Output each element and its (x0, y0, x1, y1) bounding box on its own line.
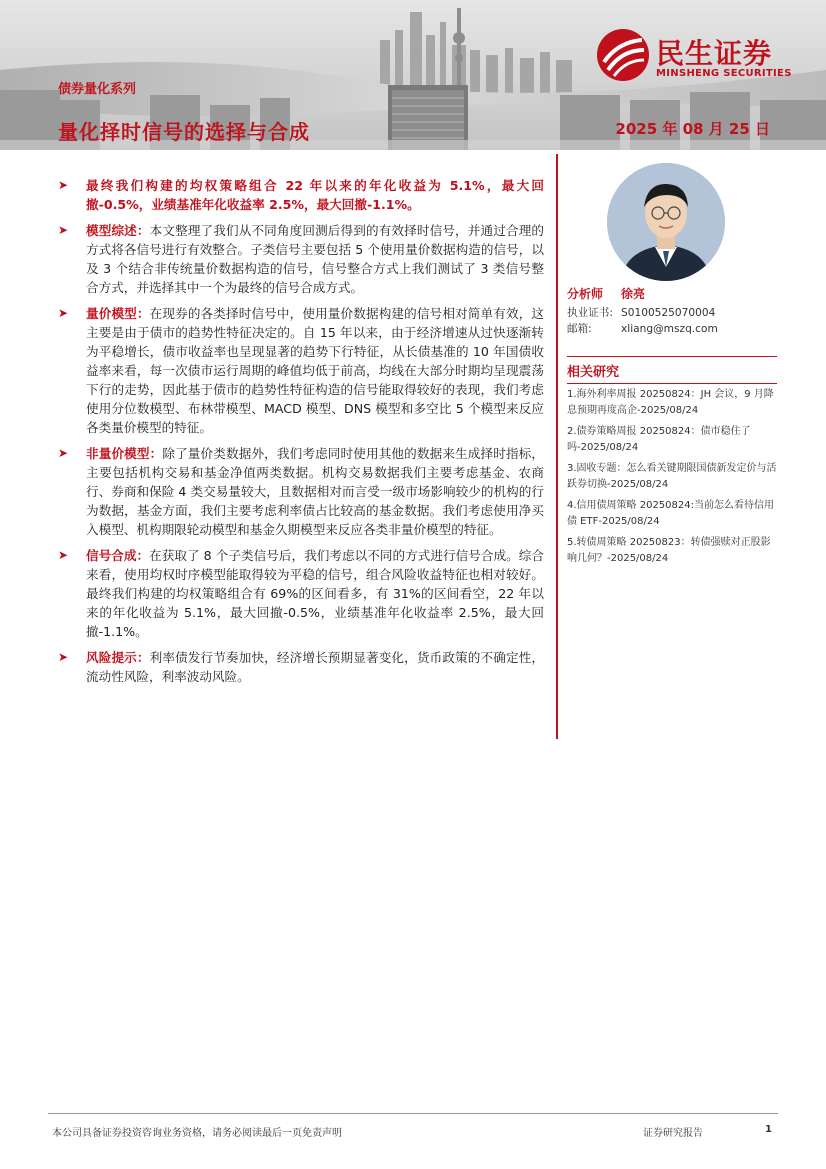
related-research-item[interactable]: 2.债券策略周报 20250824：债市稳住了吗-2025/08/24 (567, 426, 751, 453)
related-research-item[interactable]: 1.海外利率周报 20250824：JH 会议，9 月降息预期再度高企-2025/08/24 (567, 389, 774, 416)
paragraph-text: 在获取了 8 个子类信号后，我们考虑以不同的方式进行信号合成。综合来看，使用均权时序模型能取得较为平稳的信号，组合风险收益特征也相对较好。最终我们构建的均权策略组合有 69%的区间看多，有 31%的区间看空，22 年以来的年化收益为 5.1%，最大回撤-0.5%，业绩基准年化收益率 2.5%，最大回撤-1.1%。 (86, 548, 544, 639)
bullet-arrow-icon: ➤ (58, 223, 69, 237)
summary-paragraph (58, 444, 544, 539)
bullet-arrow-icon: ➤ (58, 650, 69, 664)
column-divider (556, 154, 558, 739)
related-research-item[interactable]: 3.固收专题：怎么看关键期限国债新发定价与活跃券切换-2025/08/24 (567, 463, 777, 490)
report-title: 量化择时信号的选择与合成 (58, 120, 310, 144)
paragraph-lead: 量价模型： (86, 306, 150, 321)
analyst-photo (607, 163, 725, 281)
cert-label: 执业证书: (567, 307, 613, 319)
paragraph-text: 除了量价类数据外，我们考虑同时使用其他的数据来生成择时指标，主要包括机构交易和基金净值两类数据。机构交易数据我们主要考虑基金、农商行、券商和保险 4 类交易量较大，且数据相对而言受一级市场影响较少的机构的行为数据，基金方面，我们主要考虑利率债占比较高的基金数据。我们考虑使用净买入模型、机构期限轮动模型和基金久期模型来反应各类非量价模型的特征。 (86, 446, 545, 537)
bullet-arrow-icon: ➤ (58, 446, 69, 460)
report-date: 2025 年 08 月 25 日 (615, 120, 770, 138)
paragraph-lead: 信号合成： (86, 548, 150, 563)
analyst-heading-row (567, 285, 777, 303)
paragraph-lead: 非量价模型： (86, 446, 163, 461)
report-series: 债券量化系列 (58, 82, 137, 97)
paragraph-lead: 模型综述： (86, 223, 150, 238)
logo-mark-icon (596, 28, 650, 82)
summary-paragraph (58, 176, 544, 214)
analyst-info (567, 285, 777, 337)
analyst-email-link[interactable]: xliang@mszq.com (621, 323, 718, 335)
summary-paragraph (58, 546, 544, 641)
related-research (567, 356, 777, 572)
paragraph-text: 本文整理了我们从不同角度回测后得到的有效择时信号，并通过合理的方式将各信号进行有效整合。子类信号主要包括 5 个使用量价数据构造的信号，以及 3 个结合非传统量价数据构造的信号，信号整合方式上我们测试了 3 类信号整合方式，并选择其中一个为最终的信号合成方式。 (86, 223, 545, 295)
footer-divider (48, 1113, 778, 1114)
bullet-arrow-icon: ➤ (58, 548, 69, 562)
summary-column (58, 176, 544, 693)
analyst-email-row (567, 321, 777, 337)
paragraph-lead: 风险提示： (86, 650, 150, 665)
analyst-cert-row (567, 305, 777, 321)
email-label: 邮箱: (567, 323, 592, 335)
cert-number: S0100525070004 (621, 307, 716, 319)
footer-disclaimer: 本公司具备证券投资咨询业务资格，请务必阅读最后一页免责声明 (52, 1128, 342, 1139)
analyst-name: 徐亮 (621, 287, 646, 301)
footer-report-type: 证券研究报告 (643, 1128, 703, 1139)
logo-chinese-name: 民生证券 (656, 37, 773, 70)
logo-english-name: MINSHENG SECURITIES (656, 68, 792, 79)
paragraph-text: 利率债发行节奏加快，经济增长预期显著变化，货币政策的不确定性，流动性风险，利率波动风险。 (86, 650, 545, 684)
related-research-item[interactable]: 4.信用债周策略 20250824:当前怎么看待信用债 ETF-2025/08/24 (567, 500, 774, 527)
related-research-title: 相关研究 (567, 356, 777, 384)
summary-paragraph (58, 648, 544, 686)
bullet-arrow-icon: ➤ (58, 306, 69, 320)
related-research-item[interactable]: 5.转债周策略 20250823：转债强赎对正股影响几何？-2025/08/24 (567, 537, 771, 564)
bullet-arrow-icon: ➤ (58, 178, 69, 192)
analyst-portrait-image (607, 163, 725, 281)
page-number: 1 (765, 1124, 772, 1135)
header-banner (0, 0, 826, 150)
paragraph-text: 在现券的各类择时信号中，使用量价数据构建的信号相对简单有效，这主要是由于债市的趋势性特征决定的。自 15 年以来，由于经济增速从过快逐渐转为平稳增长，债市收益率也呈现显著的趋势下行特征，从长债基准的 10 年国债收益率来看，每一次债市运行周期的峰值均低于前高，均线在大部分时期均呈现震荡下行的走势，因此基于债市的趋势性特征构造的信号能取得较好的表现，我们考虑使用分位数模型、布林带模型、MACD 模型、DNS 模型和多空比 5 个模型来反应各类量价模型的特征。 (86, 306, 545, 435)
summary-paragraph (58, 304, 544, 437)
company-logo (596, 28, 806, 88)
paragraph-text: 最终我们构建的均权策略组合 22 年以来的年化收益为 5.1%，最大回撤-0.5%，业绩基准年化收益率 2.5%，最大回撤-1.1%。 (86, 178, 544, 212)
analyst-label: 分析师 (567, 287, 604, 301)
summary-paragraph (58, 221, 544, 297)
